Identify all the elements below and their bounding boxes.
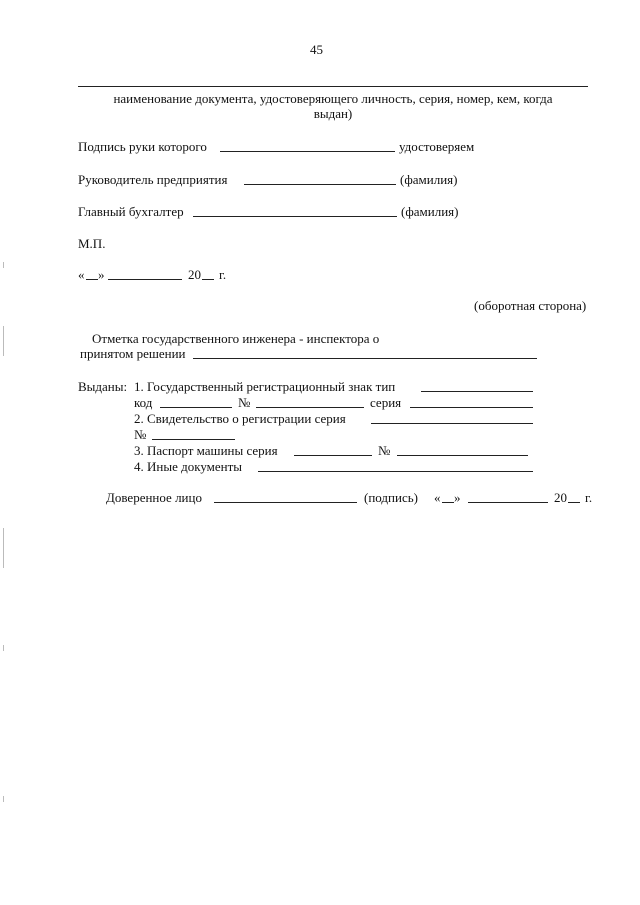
id-document-line [78,86,588,87]
certificate-number-field[interactable] [152,439,235,440]
accountant-suffix: (фамилия) [401,204,459,219]
date-year-prefix: 20 [188,267,201,282]
proxy-label: Доверенное лицо [106,490,202,505]
id-document-caption-2: выдан) [313,106,353,121]
inspector-decision-field[interactable] [193,358,537,359]
issued-item-1: 1. Государственный регистрационный знак тип [134,379,396,394]
date-day-field[interactable] [86,279,98,280]
plate-number-field[interactable] [256,407,364,408]
plate-series-field[interactable] [410,407,533,408]
date-close-quote: » [98,267,105,282]
date-year-field[interactable] [202,279,214,280]
accountant-field[interactable] [193,216,397,217]
scan-mark [3,262,4,268]
issued-item-4: 4. Иные документы [134,459,243,474]
certificate-number-sign: № [134,427,147,442]
proxy-year-field[interactable] [568,502,580,503]
scan-mark [3,326,4,356]
proxy-date-open-quote: « [434,490,441,505]
plate-number-sign: № [238,395,251,410]
signature-field[interactable] [220,151,395,152]
reverse-side-caption: (оборотная сторона) [474,298,587,313]
id-document-caption-1: наименование документа, удостоверяющего личность, серия, номер, кем, когда [113,91,553,106]
proxy-name-field[interactable] [214,502,357,503]
other-documents-field[interactable] [258,471,533,472]
proxy-year-prefix: 20 [554,490,567,505]
scan-mark [3,796,4,802]
accountant-label: Главный бухгалтер [78,204,184,219]
signature-suffix: удостоверяем [399,139,475,154]
plate-series-label: серия [370,395,402,410]
proxy-date-day-field[interactable] [442,502,454,503]
page-number: 45 [310,42,323,57]
passport-number-field[interactable] [397,455,528,456]
issued-item-2: 2. Свидетельство о регистрации серия [134,411,346,426]
signature-label: Подпись руки которого [78,139,207,154]
proxy-date-close-quote: » [454,490,461,505]
date-month-field[interactable] [108,279,182,280]
inspector-line-2: принятом решении [80,346,186,361]
inspector-line-1: Отметка государственного инженера - инспектора о [92,331,380,346]
scan-mark [3,528,4,568]
seal-mark: М.П. [78,236,106,251]
proxy-sign-caption: (подпись) [364,490,418,505]
proxy-date-month-field[interactable] [468,502,548,503]
passport-series-field[interactable] [294,455,372,456]
date-open-quote: « [78,267,85,282]
issued-label: Выданы: [78,379,128,394]
certificate-series-field[interactable] [371,423,533,424]
scan-mark [3,645,4,651]
passport-number-sign: № [378,443,391,458]
director-field[interactable] [244,184,396,185]
director-suffix: (фамилия) [400,172,458,187]
issued-item-3: 3. Паспорт машины серия [134,443,278,458]
plate-type-field[interactable] [421,391,533,392]
code-field[interactable] [160,407,232,408]
code-label: код [134,395,153,410]
proxy-year-suffix: г. [585,490,593,505]
director-label: Руководитель предприятия [78,172,228,187]
date-year-suffix: г. [219,267,227,282]
